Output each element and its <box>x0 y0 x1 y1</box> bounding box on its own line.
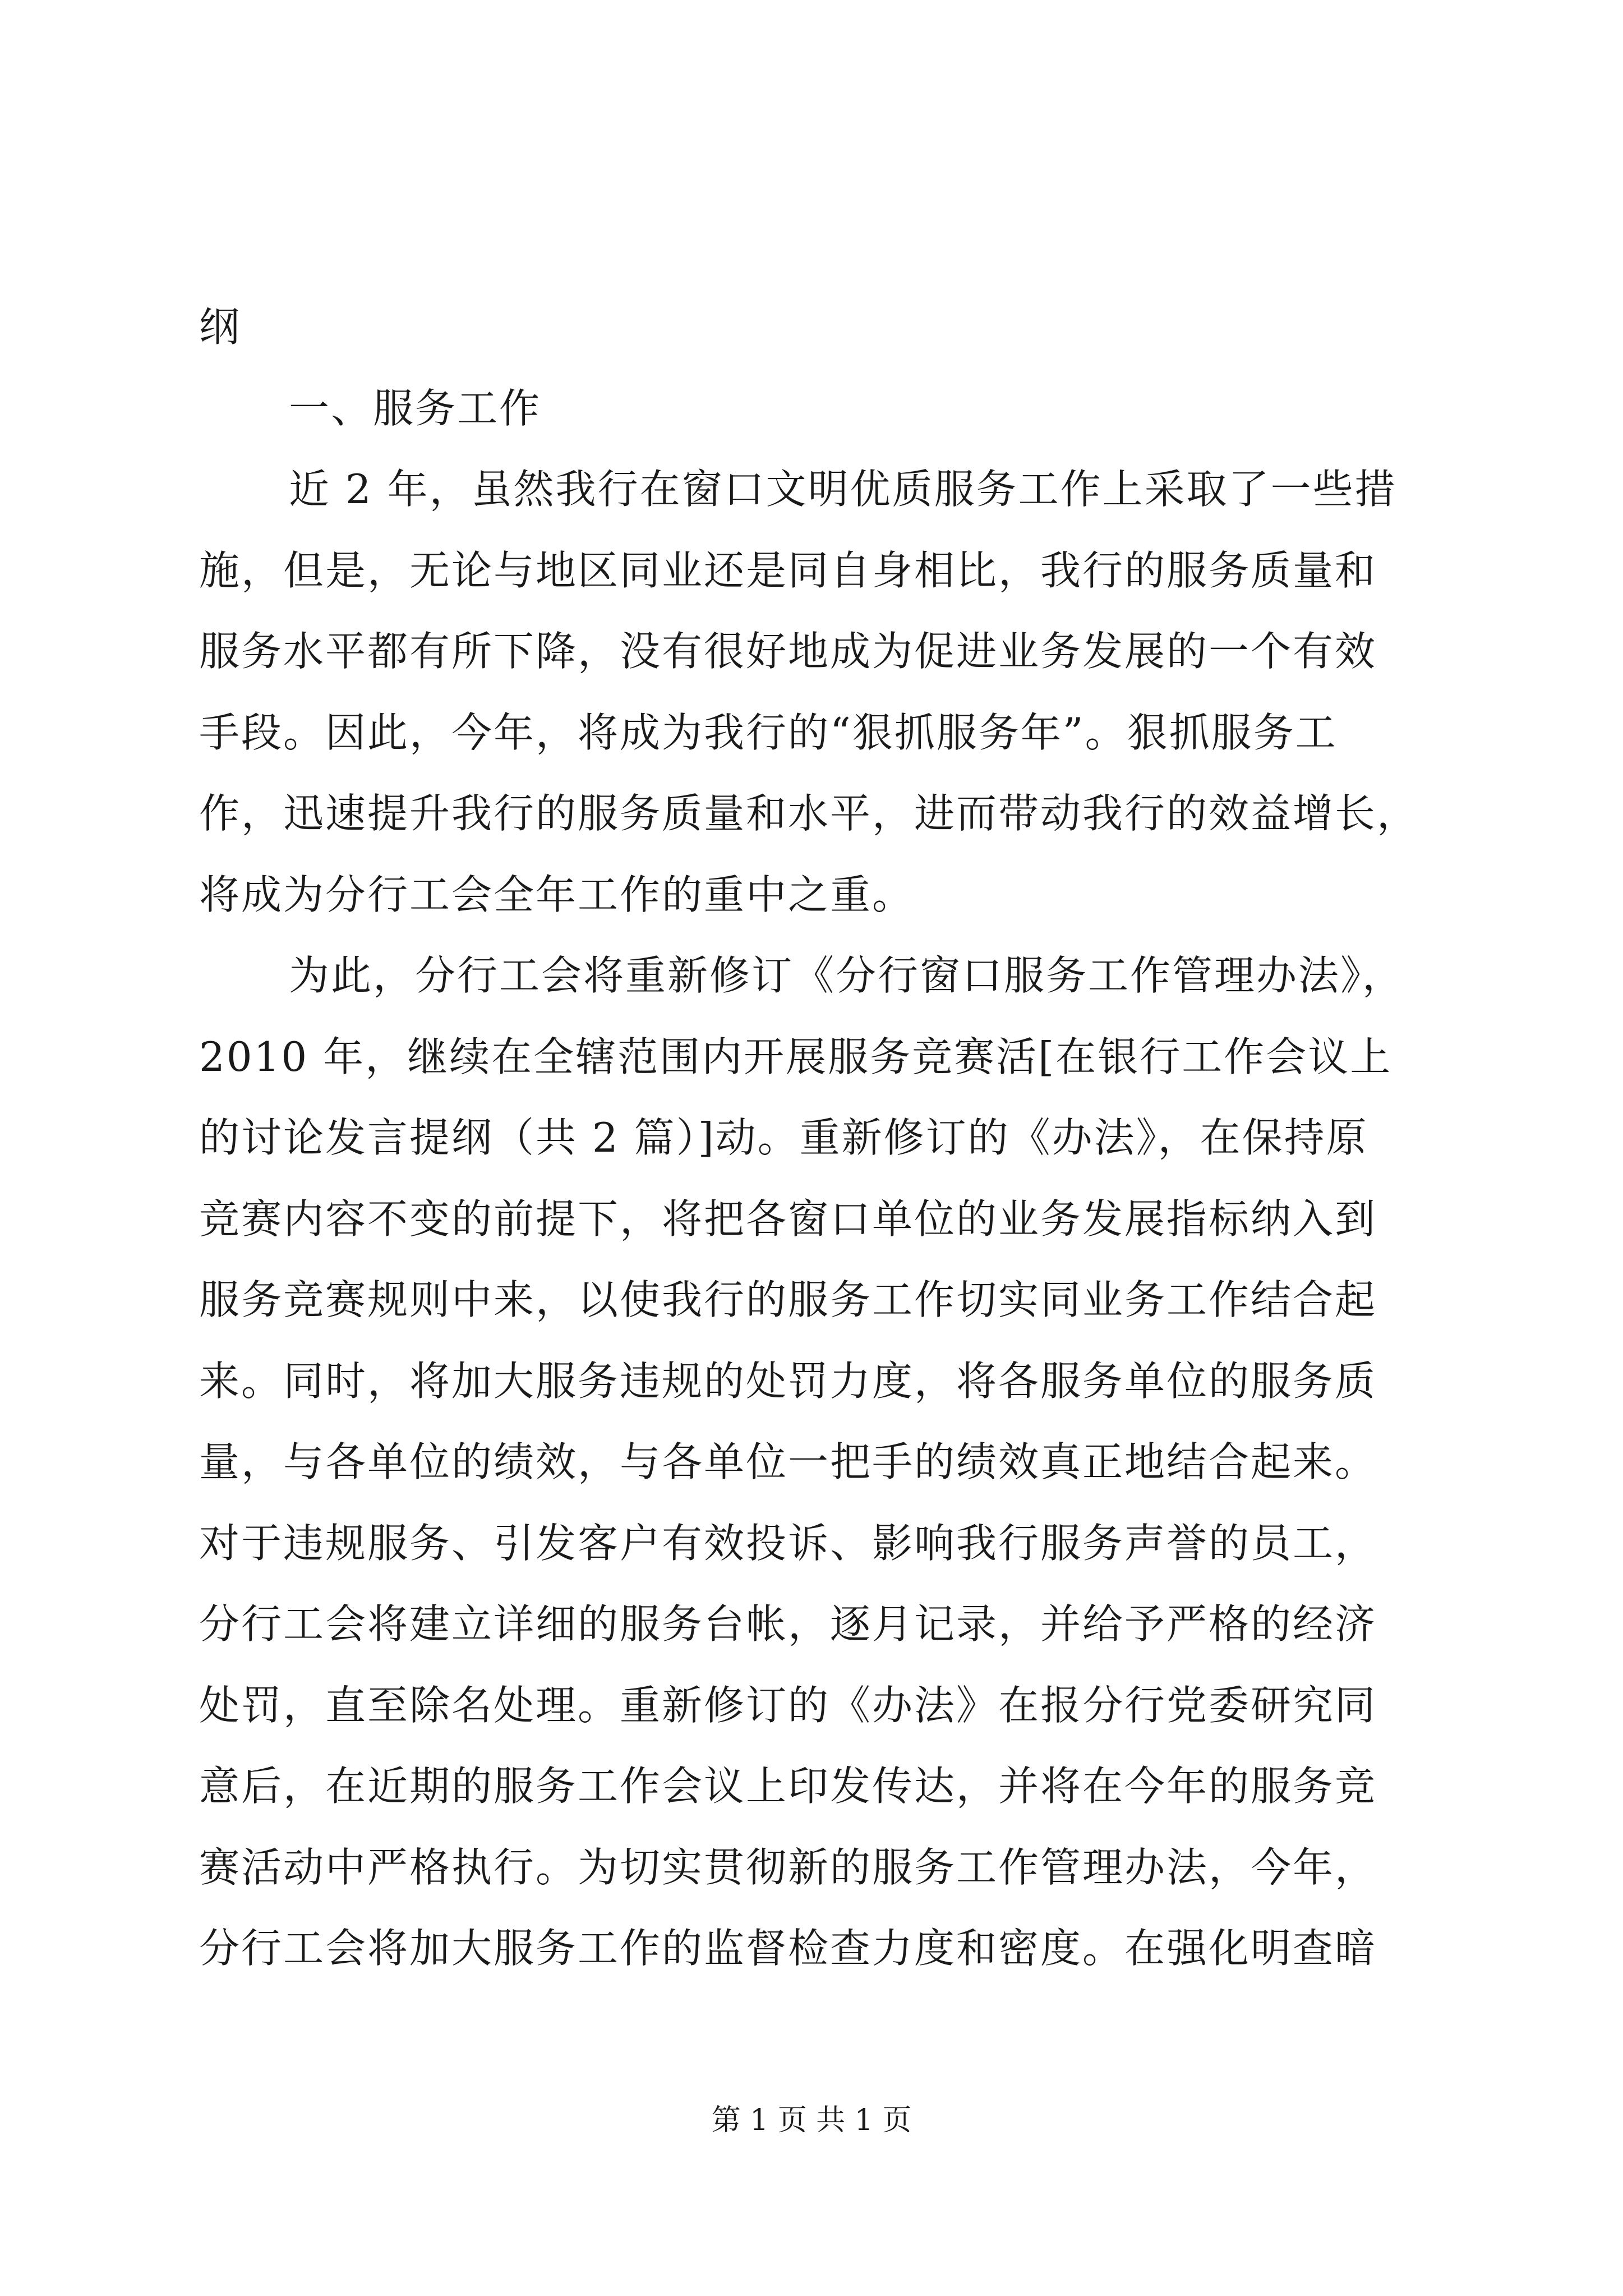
text-line: 分行工会将建立详细的服务台帐，逐月记录，并给予严格的经济 <box>199 1600 1377 1648</box>
text-line: 近 2 年，虽然我行在窗口文明优质服务工作上采取了一些措 <box>289 466 1397 513</box>
text-line: 分行工会将加大服务工作的监督检查力度和密度。在强化明查暗 <box>199 1925 1377 1972</box>
text-line: 服务水平都有所下降，没有很好地成为促进业务发展的一个有效 <box>199 628 1377 675</box>
text-line: 将成为分行工会全年工作的重中之重。 <box>199 871 915 918</box>
text-line: 的讨论发言提纲（共 2 篇）]动。重新修订的《办法》，在保持原 <box>199 1114 1368 1161</box>
text-line: 对于违规服务、引发客户有效投诉、影响我行服务声誉的员工， <box>199 1519 1377 1567</box>
text-line: 来。同时，将加大服务违规的处罚力度，将各服务单位的服务质 <box>199 1357 1377 1405</box>
document-body <box>199 300 1422 2003</box>
text-line: 作，迅速提升我行的服务质量和水平，进而带动我行的效益增长， <box>199 790 1419 837</box>
text-line: 2010 年，继续在全辖范围内开展服务竞赛活[在银行工作会议上 <box>199 1033 1393 1080</box>
text-line: 为此，分行工会将重新修订《分行窗口服务工作管理办法》， <box>289 952 1405 999</box>
text-line: 意后，在近期的服务工作会议上印发传达，并将在今年的服务竞 <box>199 1763 1377 1810</box>
text-line: 手段。因此，今年，将成为我行的“狠抓服务年”。狠抓服务工 <box>199 708 1338 756</box>
page-number-footer: 第 1 页 共 1 页 <box>711 2104 912 2137</box>
text-line: 竞赛内容不变的前提下，将把各窗口单位的业务发展指标纳入到 <box>199 1195 1377 1243</box>
text-line: 量，与各单位的绩效，与各单位一把手的绩效真正地结合起来。 <box>199 1438 1377 1485</box>
text-line: 服务竞赛规则中来，以使我行的服务工作切实同业务工作结合起 <box>199 1276 1377 1323</box>
section-heading: 一、服务工作 <box>289 384 542 432</box>
text-line: 处罚，直至除名处理。重新修订的《办法》在报分行党委研究同 <box>199 1681 1377 1729</box>
text-line: 纲 <box>199 303 242 351</box>
text-line: 赛活动中严格执行。为切实贯彻新的服务工作管理办法，今年， <box>199 1843 1377 1891</box>
text-line: 施，但是，无论与地区同业还是同自身相比，我行的服务质量和 <box>199 546 1377 594</box>
